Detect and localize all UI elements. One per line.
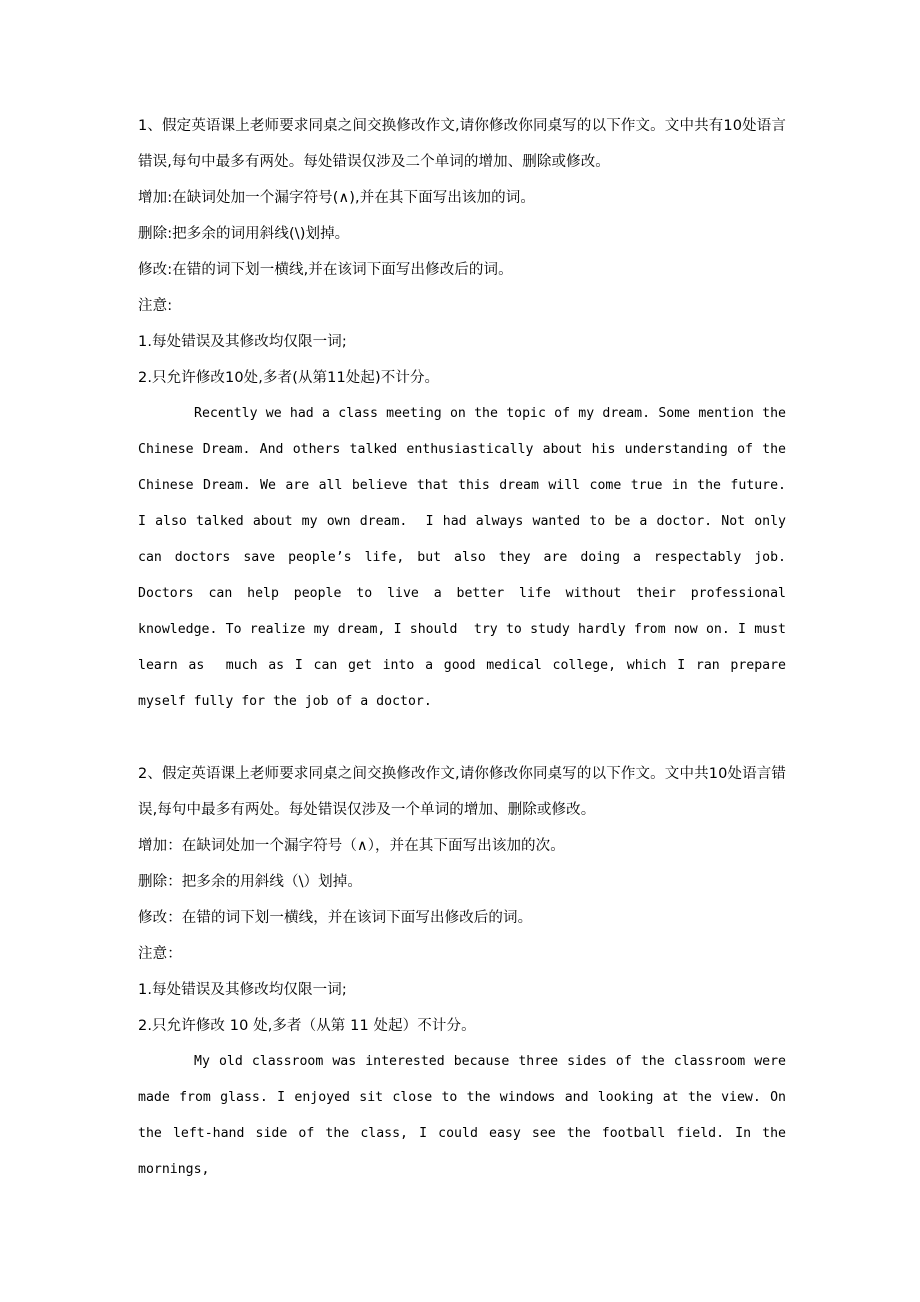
section1-prompt-note-2: 2.只允许修改10处,多者(从第11处起)不计分。 <box>138 370 440 386</box>
section1-prompt-line-4: 修改:在错的词下划一横线,并在该词下面写出修改后的词。 <box>138 262 513 278</box>
section-gap <box>138 720 786 756</box>
section2-prompt-note-2: 2.只允许修改 10 处,多者（从第 11 处起）不计分。 <box>138 1018 476 1034</box>
section1-prompt-line-3: 删除:把多余的词用斜线(\)划掉。 <box>138 226 350 242</box>
section1-prompt-line-2: 增加:在缺词处加一个漏字符号(∧),并在其下面写出该加的词。 <box>138 190 535 206</box>
section1-essay-text: Recently we had a class meeting on the topic of my dream. Some mention the Chinese Dream. And others talked enthusiastically about his understanding of the Chinese Dream. We are all believe that this dream will come true in the future. I also talked about my own dream. I had always wanted to be a doctor. Not only can doctors save people’s life, but also they are doing a respectably job. Doctors can help people to live a better life without their professional knowledge. To realize my dream, I should try to study hardly from now on. I must learn as much as I can get into a good medical college, which I ran prepare myself fully for the job of a doctor. <box>138 406 802 709</box>
section2-prompt-line-1: 2、假定英语课上老师要求同桌之间交换修改作文,请你修改你同桌写的以下作文。文中共10处语言错误,每句中最多有两处。每处错误仅涉及一个单词的增加、删除或修改。 <box>138 766 786 818</box>
section1-prompt-note-1: 1.每处错误及其修改均仅限一词; <box>138 334 347 350</box>
section2-prompt-line-3: 删除：把多余的用斜线（\）划掉。 <box>138 874 362 890</box>
section1-prompt-line-1: 1、假定英语课上老师要求同桌之间交换修改作文,请你修改你同桌写的以下作文。文中共有10处语言错误,每句中最多有两处。每处错误仅涉及二个单词的增加、删除或修改。 <box>138 118 786 170</box>
section2-prompt-line-2: 增加：在缺词处加一个漏字符号（∧），并在其下面写出该加的次。 <box>138 838 565 854</box>
section1-prompt-note-label: 注意: <box>138 298 173 314</box>
section2-essay-text: My old classroom was interested because three sides of the classroom were made from glass. I enjoyed sit close to the windows and looking at the view. On the left-hand side of the class, I could easy see the football field. In the mornings, <box>138 1054 794 1177</box>
section2-prompt-line-4: 修改：在错的词下划一横线，并在该词下面写出修改后的词。 <box>138 910 533 926</box>
section2-prompt-note-1: 1.每处错误及其修改均仅限一词; <box>138 982 347 998</box>
section2-prompt-note-label: 注意： <box>138 946 182 962</box>
document-body <box>138 108 802 1188</box>
